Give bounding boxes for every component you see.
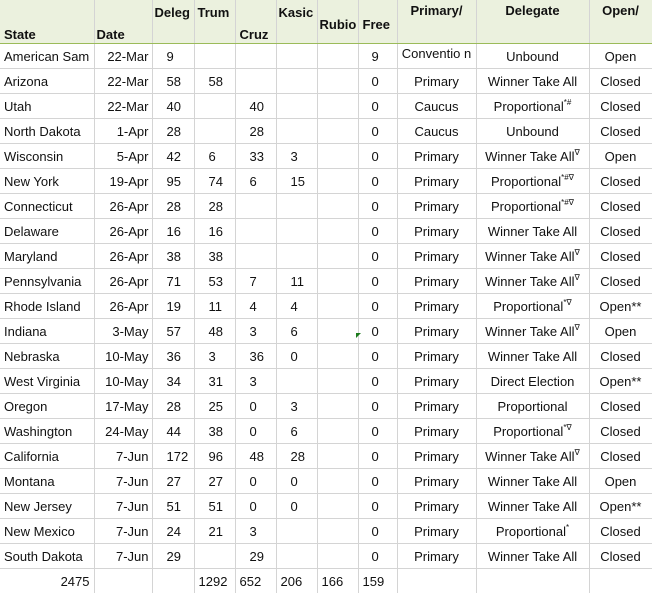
rubio-cell[interactable] <box>317 144 358 169</box>
free-cell[interactable]: 9 <box>358 44 397 69</box>
table-row <box>0 369 652 394</box>
date-cell[interactable]: 17-May <box>94 394 152 419</box>
date-cell[interactable]: 24-May <box>94 419 152 444</box>
kasich-cell[interactable]: 28 <box>276 444 317 469</box>
open-cell[interactable]: Closed <box>589 344 652 369</box>
free-cell[interactable]: 0 <box>358 169 397 194</box>
kasich-cell[interactable] <box>276 44 317 69</box>
delegate-footnote-mark: ∇ <box>575 248 580 257</box>
date-cell[interactable]: 26-Apr <box>94 294 152 319</box>
table-row <box>0 494 652 519</box>
open-cell[interactable]: Open** <box>589 494 652 519</box>
deleg-cell[interactable]: 9 <box>152 44 194 69</box>
cruz-cell[interactable]: 40 <box>235 94 276 119</box>
kasich-cell[interactable]: 0 <box>276 494 317 519</box>
kasich-cell[interactable] <box>276 544 317 569</box>
cruz-cell[interactable]: 6 <box>235 169 276 194</box>
table-row <box>0 394 652 419</box>
trump-cell[interactable]: 38 <box>194 244 235 269</box>
type-cell[interactable]: Primary <box>397 544 476 569</box>
date-cell[interactable]: 26-Apr <box>94 269 152 294</box>
rubio-cell[interactable] <box>317 169 358 194</box>
cruz-cell[interactable]: 28 <box>235 119 276 144</box>
table-row <box>0 269 652 294</box>
kasich-cell[interactable]: 6 <box>276 319 317 344</box>
open-cell[interactable]: Closed <box>589 544 652 569</box>
delegate-footnote-mark: *#∇ <box>561 198 574 207</box>
type-cell[interactable]: Primary <box>397 69 476 94</box>
date-cell[interactable]: 26-Apr <box>94 244 152 269</box>
open-cell[interactable]: Open <box>589 144 652 169</box>
cruz-cell[interactable]: 4 <box>235 294 276 319</box>
total-rubio-cell[interactable]: 166 <box>317 569 358 593</box>
type-cell[interactable]: Primary <box>397 369 476 394</box>
cell-error-marker <box>356 333 361 338</box>
free-cell[interactable]: 0 <box>358 469 397 494</box>
state-cell[interactable]: Oregon <box>0 394 94 419</box>
delegate-footnote-mark: *∇ <box>563 423 571 432</box>
rubio-cell[interactable] <box>317 544 358 569</box>
table-row <box>0 194 652 219</box>
open-cell[interactable]: Closed <box>589 194 652 219</box>
date-cell[interactable]: 22-Mar <box>94 44 152 69</box>
delegate-footnote-mark: ∇ <box>575 148 580 157</box>
cruz-cell[interactable]: 3 <box>235 369 276 394</box>
open-cell[interactable]: Closed <box>589 69 652 94</box>
type-cell[interactable]: Primary <box>397 419 476 444</box>
open-cell[interactable]: Open** <box>589 369 652 394</box>
free-cell[interactable]: 0 <box>358 269 397 294</box>
state-cell[interactable]: Connecticut <box>0 194 94 219</box>
rubio-cell[interactable] <box>317 219 358 244</box>
header-delegate[interactable]: Delegate <box>476 0 589 44</box>
type-cell[interactable]: Caucus <box>397 94 476 119</box>
state-cell[interactable]: Wisconsin <box>0 144 94 169</box>
deleg-cell[interactable]: 172 <box>152 444 194 469</box>
delegate-footnote-mark: *#∇ <box>561 173 574 182</box>
state-cell[interactable]: Pennsylvania <box>0 269 94 294</box>
free-cell[interactable]: 0 <box>358 94 397 119</box>
empty-cell[interactable] <box>152 569 194 593</box>
table-row <box>0 469 652 494</box>
deleg-cell[interactable]: 28 <box>152 119 194 144</box>
state-cell[interactable]: American Sam <box>0 44 94 69</box>
state-cell[interactable]: Maryland <box>0 244 94 269</box>
rubio-cell[interactable] <box>317 294 358 319</box>
open-cell[interactable]: Closed <box>589 244 652 269</box>
state-cell[interactable]: Indiana <box>0 319 94 344</box>
delegate-footnote-mark: * <box>566 523 569 532</box>
deleg-cell[interactable]: 27 <box>152 469 194 494</box>
deleg-cell[interactable]: 42 <box>152 144 194 169</box>
trump-cell[interactable]: 48 <box>194 319 235 344</box>
table-row <box>0 444 652 469</box>
cruz-cell[interactable]: 3 <box>235 519 276 544</box>
trump-cell[interactable] <box>194 44 235 69</box>
deleg-cell[interactable]: 95 <box>152 169 194 194</box>
date-cell[interactable]: 26-Apr <box>94 219 152 244</box>
cruz-cell[interactable] <box>235 219 276 244</box>
date-cell[interactable]: 3-May <box>94 319 152 344</box>
table-row <box>0 119 652 144</box>
cruz-cell[interactable] <box>235 194 276 219</box>
open-cell[interactable]: Closed <box>589 394 652 419</box>
empty-cell[interactable] <box>94 569 152 593</box>
kasich-cell[interactable]: 0 <box>276 469 317 494</box>
rubio-cell[interactable] <box>317 69 358 94</box>
rubio-cell[interactable] <box>317 444 358 469</box>
type-cell[interactable]: Primary <box>397 194 476 219</box>
cruz-cell[interactable] <box>235 44 276 69</box>
state-cell[interactable]: Delaware <box>0 219 94 244</box>
deleg-cell[interactable]: 38 <box>152 244 194 269</box>
deleg-cell[interactable]: 44 <box>152 419 194 444</box>
trump-cell[interactable]: 25 <box>194 394 235 419</box>
kasich-cell[interactable]: 3 <box>276 144 317 169</box>
state-cell[interactable]: New York <box>0 169 94 194</box>
delegate-cell[interactable]: Winner Take All <box>476 344 589 369</box>
cruz-cell[interactable]: 36 <box>235 344 276 369</box>
header-deleg[interactable]: Deleg <box>152 0 194 44</box>
delegate-footnote-mark: ∇ <box>575 448 580 457</box>
trump-cell[interactable]: 53 <box>194 269 235 294</box>
date-cell[interactable]: 7-Jun <box>94 519 152 544</box>
delegate-cell[interactable]: Proportional* <box>476 519 589 544</box>
free-cell[interactable]: 0 <box>358 319 397 344</box>
date-cell[interactable]: 7-Jun <box>94 469 152 494</box>
delegate-cell[interactable]: Direct Election <box>476 369 589 394</box>
trump-cell[interactable]: 31 <box>194 369 235 394</box>
free-cell[interactable]: 0 <box>358 444 397 469</box>
state-cell[interactable]: Arizona <box>0 69 94 94</box>
header-row <box>0 0 652 44</box>
delegate-footnote-mark: ∇ <box>575 273 580 282</box>
deleg-cell[interactable]: 51 <box>152 494 194 519</box>
date-cell[interactable]: 7-Jun <box>94 444 152 469</box>
header-date[interactable]: Date <box>94 0 152 44</box>
free-cell[interactable]: 0 <box>358 194 397 219</box>
date-cell[interactable]: 10-May <box>94 344 152 369</box>
rubio-cell[interactable] <box>317 519 358 544</box>
header-trump[interactable]: Trum <box>194 0 235 44</box>
free-cell[interactable]: 0 <box>358 494 397 519</box>
rubio-cell[interactable] <box>317 344 358 369</box>
trump-cell[interactable]: 27 <box>194 469 235 494</box>
kasich-cell[interactable] <box>276 194 317 219</box>
deleg-cell[interactable]: 34 <box>152 369 194 394</box>
rubio-cell[interactable] <box>317 194 358 219</box>
type-cell[interactable]: Primary <box>397 219 476 244</box>
open-cell[interactable]: Closed <box>589 269 652 294</box>
delegate-cell[interactable]: Winner Take All∇ <box>476 444 589 469</box>
date-cell[interactable]: 22-Mar <box>94 69 152 94</box>
deleg-cell[interactable]: 40 <box>152 94 194 119</box>
rubio-cell[interactable] <box>317 44 358 69</box>
free-cell[interactable]: 0 <box>358 144 397 169</box>
type-cell[interactable]: Primary <box>397 169 476 194</box>
free-cell[interactable]: 0 <box>358 544 397 569</box>
delegate-cell[interactable]: Proportional*∇ <box>476 294 589 319</box>
kasich-cell[interactable]: 11 <box>276 269 317 294</box>
delegate-footnote-mark: ∇ <box>575 323 580 332</box>
kasich-cell[interactable]: 0 <box>276 344 317 369</box>
date-cell[interactable]: 22-Mar <box>94 94 152 119</box>
trump-cell[interactable]: 96 <box>194 444 235 469</box>
total-free-cell[interactable]: 159 <box>358 569 397 593</box>
total-kasich-cell[interactable]: 206 <box>276 569 317 593</box>
rubio-cell[interactable] <box>317 469 358 494</box>
free-cell[interactable]: 0 <box>358 119 397 144</box>
trump-cell[interactable]: 74 <box>194 169 235 194</box>
type-cell[interactable]: Primary <box>397 269 476 294</box>
date-cell[interactable]: 5-Apr <box>94 144 152 169</box>
state-cell[interactable]: North Dakota <box>0 119 94 144</box>
date-cell[interactable]: 7-Jun <box>94 494 152 519</box>
empty-cell[interactable] <box>397 569 476 593</box>
table-row <box>0 144 652 169</box>
type-cell[interactable]: Primary <box>397 319 476 344</box>
free-cell[interactable]: 0 <box>358 69 397 94</box>
rubio-cell[interactable] <box>317 494 358 519</box>
empty-cell[interactable] <box>589 569 652 593</box>
table-row <box>0 519 652 544</box>
cruz-cell[interactable]: 0 <box>235 469 276 494</box>
state-cell[interactable]: West Virginia <box>0 369 94 394</box>
table-row <box>0 169 652 194</box>
trump-cell[interactable] <box>194 544 235 569</box>
state-cell[interactable]: Utah <box>0 94 94 119</box>
trump-cell[interactable]: 11 <box>194 294 235 319</box>
date-cell[interactable]: 19-Apr <box>94 169 152 194</box>
free-cell[interactable]: 0 <box>358 219 397 244</box>
open-cell[interactable]: Closed <box>589 119 652 144</box>
free-cell[interactable]: 0 <box>358 294 397 319</box>
delegate-cell[interactable]: Proportional*#∇ <box>476 194 589 219</box>
type-cell[interactable]: Primary <box>397 344 476 369</box>
state-cell[interactable]: Nebraska <box>0 344 94 369</box>
kasich-cell[interactable]: 3 <box>276 394 317 419</box>
state-cell[interactable]: Montana <box>0 469 94 494</box>
kasich-cell[interactable] <box>276 219 317 244</box>
header-rubio[interactable]: Rubio <box>317 0 358 44</box>
header-state[interactable]: State <box>0 0 94 44</box>
rubio-cell[interactable] <box>317 369 358 394</box>
free-cell[interactable]: 0 <box>358 344 397 369</box>
delegate-cell[interactable]: Unbound <box>476 119 589 144</box>
state-cell[interactable]: New Jersey <box>0 494 94 519</box>
rubio-cell[interactable] <box>317 319 358 344</box>
kasich-cell[interactable] <box>276 69 317 94</box>
date-cell[interactable]: 10-May <box>94 369 152 394</box>
deleg-cell[interactable]: 28 <box>152 394 194 419</box>
cruz-cell[interactable]: 0 <box>235 394 276 419</box>
open-cell[interactable]: Open <box>589 44 652 69</box>
deleg-cell[interactable]: 29 <box>152 544 194 569</box>
type-cell[interactable]: Primary <box>397 444 476 469</box>
type-cell[interactable]: Primary <box>397 394 476 419</box>
state-cell[interactable]: Washington <box>0 419 94 444</box>
date-cell[interactable]: 7-Jun <box>94 544 152 569</box>
table-row <box>0 244 652 269</box>
header-kasich[interactable]: Kasic <box>276 0 317 44</box>
empty-cell[interactable] <box>476 569 589 593</box>
state-cell[interactable]: Rhode Island <box>0 294 94 319</box>
header-open[interactable]: Open/ <box>589 0 652 44</box>
free-cell[interactable]: 0 <box>358 419 397 444</box>
delegate-cell[interactable]: Winner Take All∇ <box>476 144 589 169</box>
delegate-cell[interactable]: Proportional*∇ <box>476 419 589 444</box>
deleg-cell[interactable]: 36 <box>152 344 194 369</box>
table-row <box>0 94 652 119</box>
delegate-cell[interactable]: Proportional <box>476 394 589 419</box>
table-row <box>0 319 652 344</box>
cruz-cell[interactable]: 0 <box>235 419 276 444</box>
total-trump-cell[interactable]: 1292 <box>194 569 235 593</box>
delegate-footnote-mark: *∇ <box>563 298 571 307</box>
open-cell[interactable]: Closed <box>589 444 652 469</box>
delegate-footnote-mark: *# <box>564 98 572 107</box>
totals-row <box>0 569 652 593</box>
deleg-cell[interactable]: 57 <box>152 319 194 344</box>
delegate-cell[interactable]: Winner Take All <box>476 469 589 494</box>
open-cell[interactable]: Closed <box>589 94 652 119</box>
type-cell[interactable]: Primary <box>397 494 476 519</box>
table-row <box>0 544 652 569</box>
delegate-cell[interactable]: Winner Take All∇ <box>476 319 589 344</box>
deleg-cell[interactable]: 28 <box>152 194 194 219</box>
table-row <box>0 69 652 94</box>
type-cell[interactable]: Conventio n <box>397 44 476 69</box>
open-cell[interactable]: Closed <box>589 419 652 444</box>
trump-cell[interactable]: 16 <box>194 219 235 244</box>
kasich-cell[interactable]: 6 <box>276 419 317 444</box>
open-cell[interactable]: Open <box>589 319 652 344</box>
trump-cell[interactable]: 58 <box>194 69 235 94</box>
deleg-cell[interactable]: 58 <box>152 69 194 94</box>
trump-cell[interactable]: 38 <box>194 419 235 444</box>
free-cell[interactable]: 0 <box>358 244 397 269</box>
type-cell[interactable]: Primary <box>397 519 476 544</box>
delegate-cell[interactable]: Unbound <box>476 44 589 69</box>
delegate-cell[interactable]: Winner Take All <box>476 219 589 244</box>
free-cell[interactable]: 0 <box>358 369 397 394</box>
trump-cell[interactable] <box>194 119 235 144</box>
delegate-cell[interactable]: Winner Take All <box>476 69 589 94</box>
trump-cell[interactable]: 28 <box>194 194 235 219</box>
type-cell[interactable]: Primary <box>397 294 476 319</box>
open-cell[interactable]: Open <box>589 469 652 494</box>
rubio-cell[interactable] <box>317 94 358 119</box>
header-cruz[interactable]: Cruz <box>235 0 276 44</box>
delegate-cell[interactable]: Winner Take All∇ <box>476 269 589 294</box>
open-cell[interactable]: Closed <box>589 519 652 544</box>
rubio-cell[interactable] <box>317 419 358 444</box>
rubio-cell[interactable] <box>317 394 358 419</box>
cruz-cell[interactable] <box>235 69 276 94</box>
deleg-cell[interactable]: 24 <box>152 519 194 544</box>
rubio-cell[interactable] <box>317 119 358 144</box>
table-row <box>0 344 652 369</box>
table-row <box>0 294 652 319</box>
total-deleg-cell[interactable]: 2475 <box>0 569 94 593</box>
trump-cell[interactable] <box>194 94 235 119</box>
date-cell[interactable]: 1-Apr <box>94 119 152 144</box>
type-cell[interactable]: Primary <box>397 144 476 169</box>
total-cruz-cell[interactable]: 652 <box>235 569 276 593</box>
kasich-cell[interactable] <box>276 519 317 544</box>
header-primary[interactable]: Primary/ <box>397 0 476 44</box>
state-cell[interactable]: South Dakota <box>0 544 94 569</box>
rubio-cell[interactable] <box>317 244 358 269</box>
cruz-cell[interactable] <box>235 244 276 269</box>
open-cell[interactable]: Closed <box>589 219 652 244</box>
rubio-cell[interactable] <box>317 269 358 294</box>
delegate-cell[interactable]: Winner Take All <box>476 544 589 569</box>
state-cell[interactable]: California <box>0 444 94 469</box>
type-cell[interactable]: Caucus <box>397 119 476 144</box>
deleg-cell[interactable]: 16 <box>152 219 194 244</box>
table-row <box>0 219 652 244</box>
kasich-cell[interactable] <box>276 119 317 144</box>
trump-cell[interactable]: 6 <box>194 144 235 169</box>
table-row <box>0 44 652 69</box>
cruz-cell[interactable]: 48 <box>235 444 276 469</box>
date-cell[interactable]: 26-Apr <box>94 194 152 219</box>
state-cell[interactable]: New Mexico <box>0 519 94 544</box>
header-free[interactable]: Free <box>358 0 397 44</box>
table-row <box>0 419 652 444</box>
cruz-cell[interactable]: 3 <box>235 319 276 344</box>
delegate-cell[interactable]: Proportional*#∇ <box>476 169 589 194</box>
cruz-cell[interactable]: 29 <box>235 544 276 569</box>
type-cell[interactable]: Primary <box>397 469 476 494</box>
kasich-cell[interactable] <box>276 94 317 119</box>
cruz-cell[interactable]: 0 <box>235 494 276 519</box>
trump-cell[interactable]: 3 <box>194 344 235 369</box>
cruz-cell[interactable]: 33 <box>235 144 276 169</box>
free-cell[interactable]: 0 <box>358 394 397 419</box>
delegate-cell[interactable]: Winner Take All∇ <box>476 244 589 269</box>
free-cell[interactable]: 0 <box>358 519 397 544</box>
open-cell[interactable]: Open** <box>589 294 652 319</box>
kasich-cell[interactable] <box>276 244 317 269</box>
delegate-cell[interactable]: Proportional*# <box>476 94 589 119</box>
kasich-cell[interactable] <box>276 369 317 394</box>
trump-cell[interactable]: 21 <box>194 519 235 544</box>
type-cell[interactable]: Primary <box>397 244 476 269</box>
open-cell[interactable]: Closed <box>589 169 652 194</box>
delegate-cell[interactable]: Winner Take All <box>476 494 589 519</box>
kasich-cell[interactable]: 15 <box>276 169 317 194</box>
trump-cell[interactable]: 51 <box>194 494 235 519</box>
cruz-cell[interactable]: 7 <box>235 269 276 294</box>
deleg-cell[interactable]: 71 <box>152 269 194 294</box>
kasich-cell[interactable]: 4 <box>276 294 317 319</box>
deleg-cell[interactable]: 19 <box>152 294 194 319</box>
